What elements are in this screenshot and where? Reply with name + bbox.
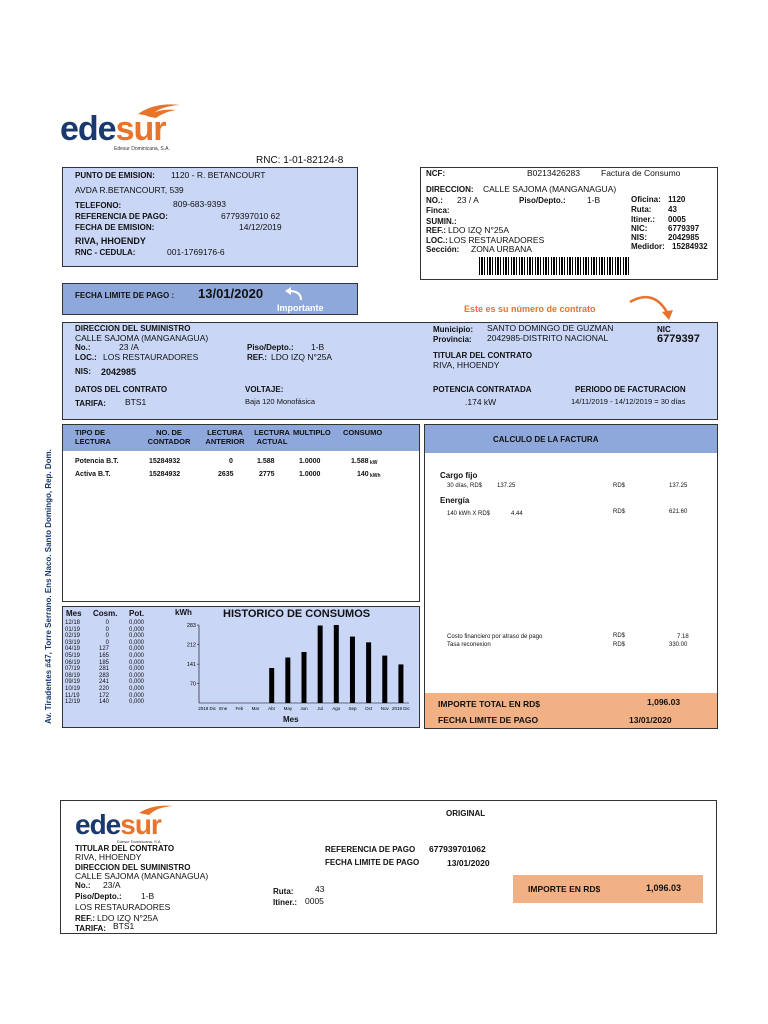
stub-piso-label: Piso/Depto.: [75,892,122,901]
payment-stub [60,800,717,934]
x-tick-label: Oct [365,706,373,711]
hist-cosm: 241 [98,679,109,686]
sum-nic-label: NIC [657,325,671,334]
x-tick-label: May [283,706,293,711]
chart-bar [398,664,403,703]
medidor-label: Medidor: [631,242,665,251]
hist-row [65,646,155,653]
y-tick-label: 283 [186,623,196,629]
row-actual: 1.588 [257,458,275,465]
hist-month: 10/19 [65,685,81,692]
cargo-rate: 137.25 [497,483,516,489]
ncf-nic-label: NIC: [631,224,648,233]
voltaje-label: VOLTAJE: [245,385,284,394]
potencia-label: POTENCIA CONTRATADA [433,385,532,394]
hist-month: 07/19 [65,666,81,673]
chart-bar [285,658,290,703]
hist-row [65,653,155,660]
limite-pago-label: FECHA LIMITE DE PAGO [438,715,539,725]
chart-bar [350,637,355,703]
x-tick-label: Feb [235,706,244,711]
stub-dir-value: CALLE SAJOMA (MANGANAGUA) [75,871,209,881]
costo-label: Costo financiero por atraso de pago [447,634,543,640]
hist-month: 04/19 [65,646,81,653]
ref-label: REFERENCIA DE PAGO: [75,212,168,221]
col-tipo-lectura: TIPO DE LECTURA [75,428,111,446]
hist-pot: 0,000 [129,685,145,692]
hist-chart [173,621,413,713]
importe-total-label: IMPORTE TOTAL EN RD$ [438,699,541,709]
row-tipo: Potencia B.T. [75,458,119,465]
stub-logo-subtitle: Edesur Dominicana, S.A. [117,839,162,844]
row-multiplo: 1.0000 [299,471,321,478]
provincia-label: Provincia: [433,335,472,344]
x-tick-label: Ene [219,706,228,711]
itiner-label: Itiner.: [631,215,656,224]
sum-nis-value: 2042985 [101,367,137,377]
periodo-label: PERIODO DE FACTURACION [575,385,686,394]
ncf-box [420,167,718,280]
col-lectura-anterior: LECTURA ANTERIOR [205,428,245,446]
rnc-cedula-value: 001-1769176-6 [167,247,225,257]
stub-logo-text-ede: ede [75,809,121,840]
chart-bar [302,652,307,703]
limite-pago-value: 13/01/2020 [629,715,672,725]
hist-table [65,620,155,706]
hist-month: 12/19 [65,699,81,706]
hist-month: 09/19 [65,679,81,686]
titular-value: RIVA, HHOENDY [433,360,500,370]
hist-row [65,673,155,680]
hist-col-mes: Mes [66,609,82,618]
hist-cosm: 220 [98,685,109,692]
municipio-value: SANTO DOMINGO DE GUZMAN [487,323,614,333]
fecha-limite-box [62,283,358,315]
stub-titular-value: RIVA, HHOENDY [75,852,142,862]
itiner-value: 0005 [668,215,686,224]
tarifa-label: TARIFA: [75,399,106,408]
hist-pot: 0,000 [129,679,145,686]
hist-pot: 0,000 [129,666,145,673]
stub-no-value: 23/A [103,880,121,890]
ncf-nic-value: 6779397 [668,224,700,233]
ref-value: 6779397010 62 [221,211,281,221]
sum-nic-value: 6779397 [657,333,700,345]
stub-itiner-label: Itiner.: [273,898,298,907]
hist-row [65,686,155,693]
oficina-label: Oficina: [631,195,661,204]
hist-pot: 0,000 [129,659,145,666]
logo-subtitle: Edesur Dominicana, S.A. [114,146,170,152]
hist-xlabel: Mes [283,715,299,724]
medidor-value: 15284932 [672,242,708,251]
hist-pot: 0,000 [129,646,145,653]
hist-cosm: 0 [105,626,109,633]
hist-pot: 0,000 [129,692,145,699]
provincia-value: 2042985-DISTRITO NACIONAL [487,333,609,343]
cargo-cur: RD$ [613,483,626,489]
x-tick-label: 2018 Dic [198,706,216,711]
ncf-label: NCF: [426,169,446,178]
ncf-nis-value: 2042985 [668,233,700,242]
rnc-text: RNC: 1-01-82124-8 [256,155,344,166]
x-tick-label: Sep [348,706,357,711]
logo-text-ede: ede [60,110,116,148]
x-tick-label: Ago [332,706,341,711]
hist-pot: 0,000 [129,672,145,679]
hist-cosm: 0 [105,633,109,640]
barcode [479,257,629,275]
hist-row [65,660,155,667]
stub-piso-value: 1-B [141,891,155,901]
hist-cosm: 140 [98,699,109,706]
row-unit: kWh [370,473,381,479]
energia-rate: 4.44 [511,511,523,517]
periodo-value: 14/11/2019 - 14/12/2019 = 30 días [571,397,686,406]
stub-loc-value: LOS RESTAURADORES [75,902,171,912]
ncf-piso-label: Piso/Depto.: [519,196,566,205]
sum-nis-label: NIS: [75,367,91,376]
row-anterior: 0 [229,458,233,465]
stub-tarifa-label: TARIFA: [75,924,106,933]
ncf-tipo: Factura de Consumo [601,168,681,178]
hist-pot: 0,000 [129,620,145,626]
hist-pot: 0,000 [129,652,145,659]
chart-bar [366,642,371,703]
x-tick-label: Abr [268,706,276,711]
row-tipo: Activa B.T. [75,471,111,478]
hist-pot: 0,000 [129,633,145,640]
hist-pot: 0,000 [129,639,145,646]
punto-value: 1120 - R. BETANCOURT [171,170,266,180]
hist-month: 08/19 [65,672,81,679]
y-tick-label: 70 [189,681,196,688]
ncf-loc-value: LOS RESTAURADORES [449,235,545,245]
col-no-contador: NO. DE CONTADOR [147,428,191,446]
side-address-text: Av. Tiradentes #47, Torre Serrano. Ens Naco. Santo Domingo, Rep. Dom. [44,449,53,724]
y-tick-label: 212 [186,642,196,649]
stub-limite-label: FECHA LIMITE DE PAGO [325,858,420,867]
cargo-total: 137.25 [669,483,688,489]
x-tick-label: Nov [380,706,389,711]
row-actual: 2775 [259,471,275,478]
punto-label: PUNTO DE EMISION: [75,171,155,180]
hist-cosm: 0 [105,620,109,626]
client-name: RIVA, HHOENDY [75,236,146,246]
stub-logo-text-sur: sur [120,809,161,840]
hist-row [65,693,155,700]
stub-refpago-label: REFERENCIA DE PAGO [325,845,416,854]
titular-label: TITULAR DEL CONTRATO [433,351,533,360]
chart-bar [269,668,274,703]
energia-detail: 140 kWh X RD$ [447,511,491,517]
hist-cosm: 283 [98,672,109,679]
col-multiplo: MULTIPLO [293,428,331,437]
rnc-cedula-label: RNC - CEDULA: [75,248,136,257]
hist-cosm: 127 [98,646,109,653]
hist-month: 01/19 [65,626,81,633]
sum-dir-label: DIRECCION DEL SUMINISTRO [75,324,191,333]
col-lectura-actual: LECTURA ACTUAL [254,428,290,446]
row-consumo: 140 [357,471,369,478]
stub-ruta-value: 43 [315,884,325,894]
sumin-label: SUMIN.: [426,217,457,226]
orange-arrow-icon [628,294,676,322]
hist-col-pot: Pot. [129,609,145,618]
hist-row [65,620,155,627]
stub-tarifa-value: BTS1 [113,921,135,931]
emission-box [62,167,358,267]
hist-month: 05/19 [65,652,81,659]
row-anterior: 2635 [218,471,234,478]
stub-limite-value: 13/01/2020 [447,858,490,868]
sum-ref-label: REF.: [247,353,267,362]
sum-piso-label: Piso/Depto.: [247,343,294,352]
ncf-ref-value: LDO IZQ N°25A [448,225,510,235]
importante-label: Importante [277,303,324,313]
sum-loc-value: LOS RESTAURADORES [103,352,199,362]
ruta-value: 43 [668,205,677,214]
hist-col-cosm: Cosm. [93,609,118,618]
cargo-detail: 30 días, RD$ [447,483,483,489]
tel-value: 809-683-9393 [173,199,226,209]
logo-text-sur: sur [115,110,166,148]
hist-month: 12/18 [65,620,81,626]
ncf-dir-label: DIRECCION: [426,185,474,194]
hist-month: 02/19 [65,633,81,640]
ncf-no-value: 23 / A [457,195,479,205]
datos-contrato-label: DATOS DEL CONTRATO [75,385,168,394]
chart-bar [318,626,323,703]
finca-label: Finca: [426,206,450,215]
potencia-value: .174 kW [465,397,497,407]
costo-value: 7.18 [677,634,689,640]
hist-month: 03/19 [65,639,81,646]
hist-pot: 0,000 [129,699,145,706]
tel-label: TELEFONO: [75,201,122,210]
fecha-emision-label: FECHA DE EMISION: [75,223,155,232]
tasa-value: 330.00 [669,642,688,648]
hist-title: HISTORICO DE CONSUMOS [223,608,371,620]
calculo-box [424,424,718,729]
x-tick-label: 2019 Dic [392,706,410,711]
hist-month: 06/19 [65,659,81,666]
row-multiplo: 1.0000 [299,458,321,465]
hist-cosm: 185 [98,659,109,666]
ncf-nis-label: NIS: [631,233,647,242]
curved-arrow-icon [281,286,305,302]
hist-cosm: 172 [98,692,109,699]
tarifa-value: BTS1 [125,397,147,407]
fecha-limite-value: 13/01/2020 [198,286,264,301]
row-contador: 15284932 [149,471,181,478]
y-tick-label: 141 [186,662,196,669]
stub-ref-label: REF.: [75,914,95,923]
stub-itiner-value: 0005 [305,896,324,906]
seccion-value: ZONA URBANA [471,244,532,254]
ruta-label: Ruta: [631,205,652,214]
stub-refpago-value: 677939701062 [429,844,486,854]
sum-no-value: 23 /A [119,342,139,352]
hist-cosm: 0 [105,639,109,646]
hist-cosm: 281 [98,666,109,673]
sum-loc-label: LOC.: [75,353,97,362]
stub-dir-label: DIRECCION DEL SUMINISTRO [75,863,191,872]
stub-importe-label: IMPORTE EN RD$ [528,884,601,894]
col-consumo: CONSUMO [343,428,383,437]
stub-importe-value: 1,096.03 [646,883,682,893]
energia-cur: RD$ [613,509,626,515]
suministro-box [62,322,718,420]
hist-pot: 0,000 [129,626,145,633]
x-tick-label: Jul [317,706,324,711]
fecha-limite-label: FECHA LIMITE DE PAGO : [75,291,175,300]
x-tick-label: Jun [300,706,308,711]
ncf-ref-label: REF.: [426,226,446,235]
sum-no-label: No.: [75,343,91,352]
chart-bar [382,656,387,703]
stub-ref-value: LDO IZQ N°25A [97,913,159,923]
ncf-no-label: NO.: [426,196,443,205]
importe-total-value: 1,096.03 [647,697,681,707]
energia-total: 621.60 [669,509,688,515]
stub-ruta-label: Ruta: [273,887,294,896]
oficina-value: 1120 [668,195,686,204]
hist-row [65,627,155,634]
historico-box [62,606,420,728]
sum-ref-value: LDO IZQ N°25A [271,352,333,362]
emission-address: AVDA R.BETANCOURT, 539 [75,185,184,195]
energia-label: Energía [440,496,470,505]
costo-cur: RD$ [613,633,626,639]
hist-row [65,679,155,686]
cargo-fijo-label: Cargo fijo [440,471,478,480]
edesur-logo [60,100,190,156]
ncf-dir-value: CALLE SAJOMA (MANGANAGUA) [483,184,617,194]
tasa-cur: RD$ [613,642,626,648]
hist-kwh-label: kWh [175,608,192,617]
hist-row [65,633,155,640]
municipio-label: Municipio: [433,325,473,334]
hist-row [65,699,155,706]
stub-no-label: No.: [75,881,91,890]
voltaje-value: Baja 120 Monofásica [245,397,316,406]
hist-row [65,640,155,647]
stub-edesur-logo [75,803,179,843]
x-tick-label: Mar [251,706,260,711]
original-label: ORIGINAL [446,809,486,818]
sum-piso-value: 1-B [311,342,325,352]
calculo-title: CALCULO DE LA FACTURA [493,435,599,444]
fecha-emision-value: 14/12/2019 [239,222,282,232]
row-contador: 15284932 [149,458,181,465]
ncf-loc-label: LOC.: [426,236,448,245]
row-consumo: 1.588 [351,458,369,465]
lectura-box [62,424,420,602]
hist-cosm: 165 [98,652,109,659]
row-unit: kW [370,460,378,466]
hist-month: 11/19 [65,692,80,699]
ncf-value: B0213426283 [527,168,580,178]
chart-bar [334,625,339,703]
contrato-note: Este es su número de contrato [464,304,596,314]
stub-titular-label: TITULAR DEL CONTRATO [75,844,175,853]
tasa-label: Tasa reconexion [447,642,491,648]
sum-dir-value: CALLE SAJOMA (MANGANAGUA) [75,333,209,343]
seccion-label: Sección: [426,245,460,254]
hist-row [65,666,155,673]
ncf-piso-value: 1-B [587,195,601,205]
